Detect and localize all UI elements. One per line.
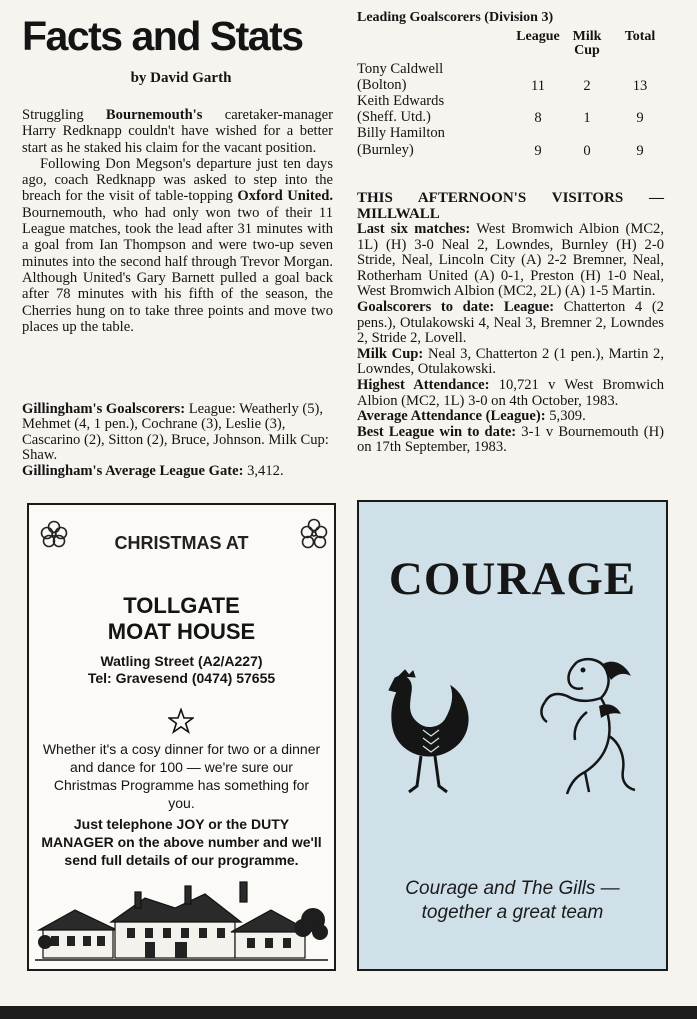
article-paragraph-2	[22, 156, 333, 335]
goals-label: Goalscorers to date: League:	[357, 298, 555, 315]
column-header-total: Total	[624, 29, 656, 44]
milk-label: Milk Cup:	[357, 345, 424, 362]
gate-label: Gillingham's Average League Gate:	[22, 462, 244, 479]
gills-label: Gillingham's Goalscorers:	[22, 401, 186, 417]
article-text: Struggling	[22, 107, 106, 123]
courage-slogan	[359, 877, 666, 925]
best-text: 3-1 v Bournemouth (H) on 17th September, 1983.	[357, 423, 664, 456]
horse-icon	[527, 652, 647, 802]
scorer-milk: 0	[583, 143, 591, 159]
gillingham-goalscorers	[22, 402, 333, 464]
scorer-total: 9	[636, 110, 644, 126]
milk-cup-scorers	[357, 347, 664, 378]
visitors-heading: THIS AFTERNOON'S VISITORS — MILLWALL	[357, 190, 664, 222]
visitors-section	[357, 190, 664, 456]
gillingham-stats	[22, 402, 333, 479]
article-paragraph-1	[22, 107, 333, 156]
column-header-milk-cup: Milk Cup	[572, 29, 602, 58]
gate-value: 3,412.	[243, 462, 284, 479]
high-label: Highest Attendance:	[357, 376, 490, 393]
page-edge-shadow	[0, 1006, 697, 1019]
scorer-league: 8	[534, 110, 542, 126]
cockerel-icon	[377, 664, 477, 804]
scorer-name: Tony Caldwell	[357, 61, 444, 77]
page-title: Facts and Stats	[22, 13, 303, 59]
slogan-line-2: together a great team	[421, 902, 604, 923]
best-label: Best League win to date:	[357, 423, 517, 440]
avg-text: 5,309.	[545, 408, 586, 425]
best-league-win	[357, 425, 664, 456]
goalscorers-to-date	[357, 300, 664, 347]
scorer-league: 11	[530, 78, 546, 94]
highest-attendance	[357, 378, 664, 409]
scorer-milk: 2	[583, 78, 591, 94]
tollgate-advert	[27, 503, 336, 971]
slogan-line-1: Courage and The Gills —	[405, 878, 620, 899]
ad-call-to-action: Just telephone JOY or the DUTY MANAGER on the above number and we'll send full details of our programme.	[41, 816, 322, 868]
scorer-club: (Sheff. Utd.)	[357, 109, 431, 125]
scorer-total: 9	[636, 143, 644, 159]
building-illustration	[35, 880, 328, 965]
scorer-total: 13	[632, 78, 648, 94]
ad-body: Whether it's a cosy dinner for two or a dinner and dance for 100 — we're sure our Christmas Programme has something for you.	[42, 741, 321, 811]
article	[22, 107, 333, 335]
ad-telephone: Tel: Gravesend (0474) 57655	[87, 670, 276, 686]
article-bold-club: Oxford United.	[237, 188, 334, 205]
ad-venue-name	[29, 593, 334, 645]
last-six-matches	[357, 222, 664, 300]
star-icon	[168, 708, 194, 734]
scorer-milk: 1	[583, 110, 591, 126]
ad-headline: CHRISTMAS AT	[114, 533, 249, 553]
article-text: Following Don Megson's departure just ten days ago, coach Redknapp was asked to step into the breach for the visit of table-topping	[22, 155, 333, 205]
avg-label: Average Attendance (League):	[357, 408, 546, 425]
scorer-club: (Burnley)	[357, 142, 414, 158]
gills-text: League: Weatherly (5), Mehmet (4, 1 pen.), Cochrane (3), Leslie (3), Cascarino (2), Sitton (2), Bruce, Johnson. Milk Cup: Shaw.	[22, 401, 329, 464]
venue-line-2: MOAT HOUSE	[107, 619, 256, 644]
scorer-name: Billy Hamilton	[357, 125, 445, 141]
venue-line-1: TOLLGATE	[123, 593, 240, 618]
scorer-league: 9	[534, 143, 542, 159]
ad-address: Watling Street (A2/A227)	[100, 653, 263, 669]
ad-contact	[29, 653, 334, 687]
last-six-label: Last six matches:	[357, 221, 471, 237]
courage-advert	[357, 500, 668, 971]
byline: by David Garth	[130, 70, 232, 86]
goals-text: Chatterton 4 (2 pens.), Otulakowski 4, Neal 3, Bremner 2, Lowndes 2, Stride 2, Lovell.	[357, 298, 664, 347]
scorer-name: Keith Edwards	[357, 93, 445, 109]
column-header-league: League	[516, 29, 560, 44]
article-bold-club: Bournemouth's	[105, 107, 203, 123]
article-text: Bournemouth, who had only won two of their 11 League matches, took the lead after 31 minutes with a goal from Ian Thompson and were two-up seven minutes into the second half through Trevor Morgan. Although United's Gary Barnett pulled a goal back after 78 minutes with his fifth of the season, the Cherries hung on to take three points and move two places up the table.	[22, 204, 333, 335]
milk-text: Neal 3, Chatterton 2 (1 pen.), Martin 2, Lowndes, Otulakowski.	[357, 345, 664, 378]
scorer-club: (Bolton)	[357, 77, 407, 93]
high-text: 10,721 v West Bromwich Albion (MC2, 1L) 3-0 on 4th October, 1983.	[357, 376, 664, 409]
article-text: caretaker-manager Harry Redknapp couldn't have wished for a better start as he staked his claim for the vacant position.	[22, 107, 333, 156]
scorers-title: Leading Goalscorers (Division 3)	[357, 10, 554, 25]
last-six-text: West Bromwich Albion (MC2, 1L) (H) 3-0 Neal 2, Lowndes, Burnley (H) 2-0 Stride, Neal, Lincoln City (A) 2-2 Bremner, Neal, Rotherham United (A) 0-1, Preston (H) 1-0 Neal, West Bromwich Albion (MC2, 2L) (A) 1-5 Martin.	[357, 221, 664, 300]
average-attendance	[357, 409, 664, 425]
gillingham-gate	[22, 464, 333, 479]
courage-brand: COURAGE	[388, 553, 637, 605]
